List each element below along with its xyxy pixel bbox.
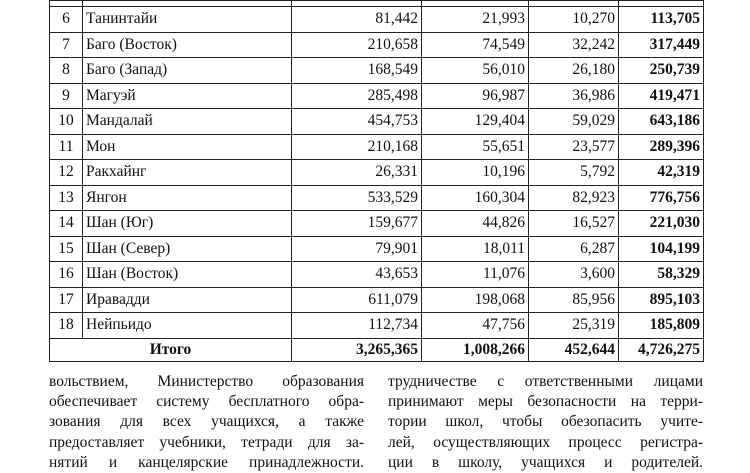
table-summary-row	[50, 338, 704, 361]
table-row	[50, 134, 704, 160]
cell-value-b: 21,993	[422, 7, 529, 33]
cell-region-name: Шан (Север)	[83, 236, 292, 262]
cell-region-name: Баго (Запад)	[83, 58, 292, 84]
cell-value-b: 47,756	[422, 313, 529, 339]
cell-value-a: 533,529	[292, 185, 422, 211]
table-row	[50, 83, 704, 109]
cell-value-c: 6,287	[529, 236, 619, 262]
cell-value-b: 55,651	[422, 134, 529, 160]
table-row	[50, 58, 704, 84]
cell-row-total: 317,449	[619, 32, 704, 58]
cell-region-name: Шан (Восток)	[83, 262, 292, 288]
table-row	[50, 236, 704, 262]
cell-value-a: 210,168	[292, 134, 422, 160]
cell-region-name: Мандалай	[83, 109, 292, 135]
cell-value-c: 82,923	[529, 185, 619, 211]
summary-label: Итого	[50, 338, 292, 361]
cell-value-a: 26,331	[292, 160, 422, 186]
cell-value-c: 23,577	[529, 134, 619, 160]
summary-total: 4,726,275	[619, 338, 704, 361]
text-line: вольствием, Министерство образования	[49, 373, 364, 390]
cell-value-a: 159,677	[292, 211, 422, 237]
cell-row-number: 12	[50, 160, 83, 186]
cell-row-number: 6	[50, 7, 83, 33]
cell-value-b: 18,011	[422, 236, 529, 262]
cell-row-number: 9	[50, 83, 83, 109]
cell-region-name: Баго (Восток)	[83, 32, 292, 58]
cell-row-total: 185,809	[619, 313, 704, 339]
cell-row-number: 13	[50, 185, 83, 211]
cell-row-total: 221,030	[619, 211, 704, 237]
cell-value-b: 56,010	[422, 58, 529, 84]
cell-value-c: 5,792	[529, 160, 619, 186]
table-row	[50, 109, 704, 135]
cell-value-b: 74,549	[422, 32, 529, 58]
cell-value-c: 3,600	[529, 262, 619, 288]
cell-region-name: Магуэй	[83, 83, 292, 109]
table-row	[50, 287, 704, 313]
cell-value-a: 79,901	[292, 236, 422, 262]
summary-value-a: 3,265,365	[292, 338, 422, 361]
cell-row-total: 104,199	[619, 236, 704, 262]
cell-row-number: 10	[50, 109, 83, 135]
text-line: обеспечивает систему бесплатного обра-	[49, 393, 364, 411]
cell-row-total: 289,396	[619, 134, 704, 160]
text-line: нятий и канцелярские принадлежности.	[49, 453, 364, 471]
text-line: тории школ, чтобы обезопасить учите-	[388, 413, 703, 431]
cell-value-b: 44,826	[422, 211, 529, 237]
cell-row-number: 8	[50, 58, 83, 84]
cell-value-b: 96,987	[422, 83, 529, 109]
cell-value-b: 10,196	[422, 160, 529, 186]
text-line: зования для всех учащихся, а также	[49, 413, 364, 431]
text-column-left	[49, 372, 364, 473]
cell-value-c: 36,986	[529, 83, 619, 109]
cell-row-total: 113,705	[619, 7, 704, 33]
cell-row-number: 18	[50, 313, 83, 339]
cell-region-name: Шан (Юг)	[83, 211, 292, 237]
cell-value-b: 11,076	[422, 262, 529, 288]
table-row	[50, 313, 704, 339]
table-body	[50, 1, 704, 362]
cell-value-c: 32,242	[529, 32, 619, 58]
cell-row-number: 16	[50, 262, 83, 288]
table-row	[50, 7, 704, 33]
cell-region-name: Нейпьидо	[83, 313, 292, 339]
text-line: трудничестве с ответственными лицами	[388, 373, 703, 390]
text-line: ции в школу, учащихся и родителей.	[388, 453, 703, 471]
table-row	[50, 262, 704, 288]
cell-row-number: 11	[50, 134, 83, 160]
cell-value-a: 112,734	[292, 313, 422, 339]
cell-value-c: 59,029	[529, 109, 619, 135]
cell-row-number: 14	[50, 211, 83, 237]
text-line: предоставляет учебники, тетради для за-	[49, 433, 364, 451]
text-column-right	[388, 372, 703, 473]
cell-row-total: 419,471	[619, 83, 704, 109]
summary-value-c: 452,644	[529, 338, 619, 361]
cell-value-a: 611,079	[292, 287, 422, 313]
cell-region-name: Ракхайнг	[83, 160, 292, 186]
table-row	[50, 185, 704, 211]
cell-value-a: 168,549	[292, 58, 422, 84]
cell-region-name: Янгон	[83, 185, 292, 211]
table-row	[50, 160, 704, 186]
table-row	[50, 211, 704, 237]
cell-value-a: 81,442	[292, 7, 422, 33]
table-row	[50, 32, 704, 58]
cell-row-number: 17	[50, 287, 83, 313]
cell-row-number: 15	[50, 236, 83, 262]
cell-region-name: Мон	[83, 134, 292, 160]
cell-row-number: 7	[50, 32, 83, 58]
cell-row-total: 58,329	[619, 262, 704, 288]
cell-value-c: 85,956	[529, 287, 619, 313]
text-line: принимают меры безопасности на терри-	[388, 393, 703, 411]
cell-value-a: 285,498	[292, 83, 422, 109]
cell-region-name: Иравадди	[83, 287, 292, 313]
cell-value-c: 26,180	[529, 58, 619, 84]
summary-value-b: 1,008,266	[422, 338, 529, 361]
cell-value-b: 160,304	[422, 185, 529, 211]
cell-row-total: 250,739	[619, 58, 704, 84]
cell-value-a: 43,653	[292, 262, 422, 288]
enrollment-table-wrapper	[49, 0, 703, 362]
cell-row-total: 42,319	[619, 160, 704, 186]
cell-value-b: 129,404	[422, 109, 529, 135]
cell-value-c: 16,527	[529, 211, 619, 237]
cell-value-b: 198,068	[422, 287, 529, 313]
cell-value-a: 210,658	[292, 32, 422, 58]
cell-value-c: 10,270	[529, 7, 619, 33]
cell-row-total: 776,756	[619, 185, 704, 211]
cell-value-a: 454,753	[292, 109, 422, 135]
text-line: лей, осуществляющих процесс регистра-	[388, 433, 703, 451]
cell-region-name: Танинтайи	[83, 7, 292, 33]
cell-row-total: 643,186	[619, 109, 704, 135]
enrollment-table	[49, 0, 704, 362]
cell-value-c: 25,319	[529, 313, 619, 339]
cell-row-total: 895,103	[619, 287, 704, 313]
